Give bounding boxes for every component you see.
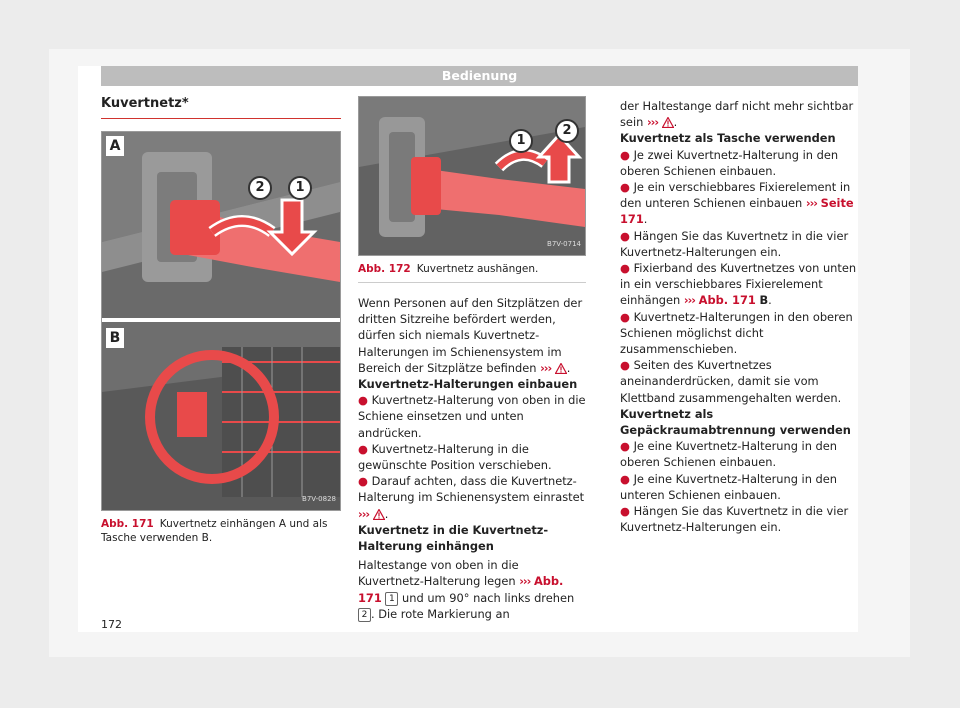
figure-172-illustration bbox=[359, 97, 585, 255]
section-rule bbox=[101, 118, 341, 119]
bullet-icon: ● bbox=[620, 471, 630, 486]
figure-ref-link[interactable]: Abb. 171 bbox=[358, 574, 564, 605]
bullet-icon: ● bbox=[620, 439, 630, 454]
page-number: 172 bbox=[101, 618, 122, 631]
panel-a-letter: A bbox=[106, 136, 124, 156]
header-band: Bedienung bbox=[101, 66, 858, 86]
bullet-item bbox=[358, 392, 586, 441]
bullet-text: Je zwei Kuvertnetz-Halterung in den oberen Schienen einbauen. bbox=[620, 147, 839, 178]
bullet-text: Hängen Sie das Kuvertnetz in die vier Kuvertnetz-Halterungen ein. bbox=[620, 504, 849, 535]
callout-1: 1 bbox=[288, 176, 312, 200]
bullet-text: Je ein verschiebbares Fixierelement in den unteren Schienen einbauen bbox=[620, 180, 851, 211]
bullet-text: Kuvertnetz-Halterung in die gewünschte Position verschieben. bbox=[358, 441, 552, 473]
period: . bbox=[384, 506, 389, 521]
figure-code: B7V-0828 bbox=[302, 495, 336, 503]
bullet-item bbox=[620, 147, 860, 179]
text-segment: . Die rote Markierung an bbox=[371, 606, 510, 621]
text-segment: und um 90° nach links drehen bbox=[402, 590, 575, 605]
bullet-icon: ● bbox=[358, 393, 368, 408]
step-number-2: 2 bbox=[358, 608, 371, 622]
caption-label: Abb. 172 bbox=[358, 263, 411, 275]
callout-2: 2 bbox=[248, 176, 272, 200]
callout-1: 1 bbox=[509, 129, 533, 153]
bullet-item bbox=[358, 473, 586, 522]
bullet-item bbox=[620, 438, 860, 470]
caption-text: Kuvertnetz einhängen A und als Tasche verwenden B. bbox=[101, 518, 328, 545]
section-title: Kuvertnetz* bbox=[101, 96, 189, 111]
period: . bbox=[673, 115, 678, 130]
bullet-text: Seiten des Kuvertnetzes aneinanderdrücken, damit sie vom Klettband zusammengehalten werden. bbox=[620, 358, 842, 405]
figure-code: B7V-0714 bbox=[547, 239, 581, 248]
bullet-item bbox=[620, 471, 860, 503]
bullet-text: Darauf achten, dass die Kuvertnetz-Halterung im Schienensystem einrastet bbox=[358, 474, 585, 505]
bullet-icon: ● bbox=[620, 147, 630, 162]
bullet-item bbox=[620, 260, 860, 309]
bullet-icon: ● bbox=[358, 474, 368, 489]
figure-172-caption bbox=[358, 262, 586, 276]
bullet-icon: ● bbox=[620, 180, 630, 195]
chevron-ref: ››› bbox=[646, 115, 659, 130]
chevron-ref: ››› bbox=[540, 360, 552, 375]
caption-text: Kuvertnetz aushängen. bbox=[416, 263, 539, 275]
figure-171 bbox=[101, 131, 341, 511]
chevron-ref: ››› bbox=[805, 196, 817, 211]
bullet-item bbox=[620, 503, 860, 535]
bullet-text: Je eine Kuvertnetz-Halterung in den oberen Schienen einbauen. bbox=[620, 439, 838, 470]
bullet-icon: ● bbox=[358, 441, 368, 456]
intro-text: Wenn Personen auf den Sitzplätzen der dritten Sitzreihe befördert werden, dürfen sich niemals Kuvertnetz-Halterungen im Schienensystem im Bereich der Sitzplätze befinden bbox=[358, 296, 583, 375]
right-column bbox=[620, 98, 860, 535]
bullet-text: Fixierband des Kuvertnetzes von unten in ein verschiebbares Fixierelement einhängen bbox=[620, 261, 857, 308]
warning-icon[interactable] bbox=[555, 363, 567, 374]
bullet-icon: ● bbox=[620, 358, 630, 373]
bullet-text: Kuvertnetz-Halterungen in den oberen Schienen möglichst dicht zusammenschieben. bbox=[620, 309, 853, 357]
bullet-item bbox=[358, 441, 586, 473]
bullet-text: Kuvertnetz-Halterung von oben in die Schiene einsetzen und unten andrücken. bbox=[358, 393, 586, 440]
caption-rule bbox=[358, 282, 586, 283]
figure-ref-link[interactable]: Abb. 171 bbox=[698, 293, 756, 308]
chevron-ref: ››› bbox=[683, 293, 695, 308]
callout-2: 2 bbox=[555, 119, 579, 143]
period: . bbox=[566, 360, 571, 375]
warning-icon[interactable] bbox=[373, 509, 385, 520]
bullet-text: Hängen Sie das Kuvertnetz in die vier Kuvertnetz-Halterungen ein. bbox=[620, 228, 849, 259]
left-column bbox=[101, 96, 341, 545]
heading-einbauen: Kuvertnetz-Halterungen einbauen bbox=[358, 377, 578, 392]
panel-ref: B bbox=[759, 293, 769, 308]
text-segment: Haltestange von oben in die Kuvertnetz-Halterung legen bbox=[358, 558, 519, 589]
period: . bbox=[768, 293, 772, 308]
bullet-icon: ● bbox=[620, 261, 630, 276]
chevron-ref: ››› bbox=[358, 506, 370, 521]
figure-171-caption bbox=[101, 517, 341, 545]
middle-column bbox=[358, 96, 586, 622]
einhaengen-paragraph bbox=[358, 557, 586, 622]
heading-einhaengen: Kuvertnetz in die Kuvertnetz-Halterung einhängen bbox=[358, 522, 549, 554]
panel-b-letter: B bbox=[106, 328, 124, 348]
bullet-icon: ● bbox=[620, 504, 630, 519]
bullet-text: Je eine Kuvertnetz-Halterung in den unteren Schienen einbauen. bbox=[620, 471, 838, 502]
heading-trennung: Kuvertnetz als Gepäckraumabtrennung verwenden bbox=[620, 406, 851, 438]
chevron-ref: ››› bbox=[519, 574, 531, 589]
bullet-item bbox=[620, 357, 860, 406]
heading-tasche: Kuvertnetz als Tasche verwenden bbox=[620, 131, 836, 146]
bullet-icon: ● bbox=[620, 228, 630, 243]
caption-label: Abb. 171 bbox=[101, 518, 154, 531]
warning-icon[interactable] bbox=[662, 117, 674, 128]
figure-172 bbox=[358, 96, 586, 256]
bullet-item bbox=[620, 228, 860, 260]
step-number-1: 1 bbox=[385, 592, 398, 606]
period: . bbox=[643, 212, 648, 227]
bullet-item bbox=[620, 309, 860, 358]
intro-paragraph bbox=[358, 295, 586, 376]
text-segment: der Haltestange darf nicht mehr sichtbar sein bbox=[620, 99, 854, 130]
continued-paragraph bbox=[620, 98, 860, 130]
bullet-item bbox=[620, 179, 860, 228]
bullet-icon: ● bbox=[620, 309, 630, 324]
page-ref-link[interactable]: Seite 171 bbox=[620, 196, 854, 227]
